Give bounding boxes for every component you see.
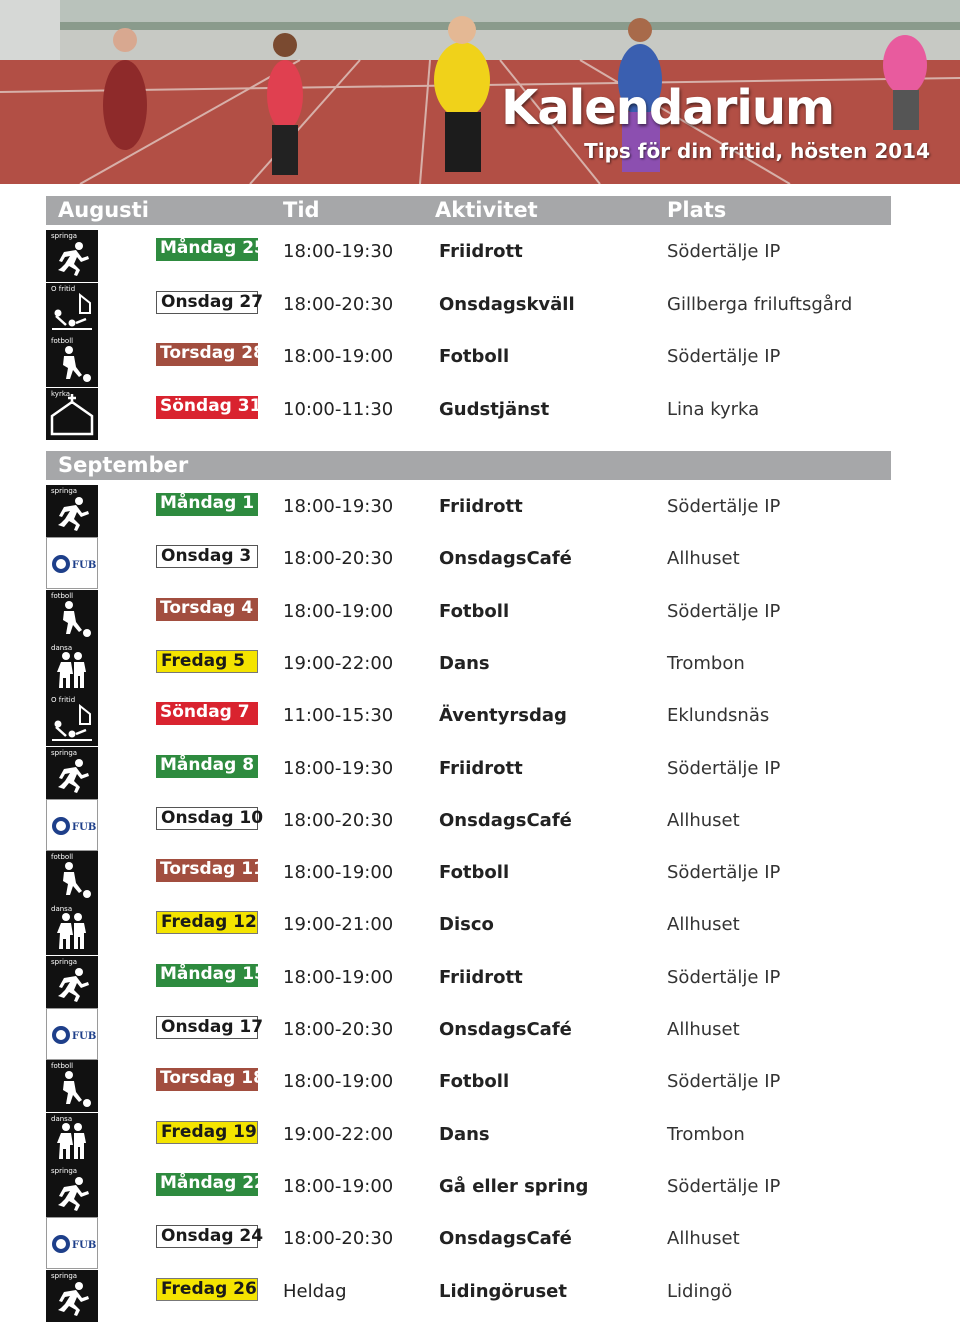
event-place: Lina kyrka: [667, 398, 760, 420]
day-badge: Fredag 5: [156, 650, 258, 673]
running-icon: [46, 1270, 98, 1322]
dance-icon: [46, 1113, 98, 1165]
event-activity: Fotboll: [439, 600, 510, 622]
event-place: Gillberga friluftsgård: [667, 293, 853, 315]
fub-logo-icon: [46, 537, 98, 589]
table-row: [0, 1008, 960, 1060]
event-time: 18:00-19:00: [283, 600, 394, 622]
icon-label: springa: [51, 1271, 78, 1280]
event-activity: Gå eller spring: [439, 1175, 589, 1197]
table-row: [0, 799, 960, 851]
table-row: [0, 1217, 960, 1269]
table-row: [0, 485, 960, 537]
event-place: Allhuset: [667, 548, 740, 570]
month-heading-september: September: [58, 453, 189, 477]
svg-text:FUB: FUB: [72, 560, 97, 572]
event-time: 18:00-19:30: [283, 241, 394, 262]
outdoor-icon: [46, 283, 98, 335]
dance-icon: [46, 642, 98, 694]
event-activity: Äventyrsdag: [439, 705, 567, 727]
table-row: [0, 851, 960, 903]
table-row: [0, 283, 960, 335]
fub-logo-icon: [46, 1217, 98, 1269]
day-badge: Fredag 26: [156, 1278, 258, 1301]
icon-label: fotboll: [51, 337, 74, 345]
event-activity: Friidrott: [439, 966, 523, 988]
day-badge: Måndag 8: [156, 755, 258, 778]
event-place: Södertälje IP: [667, 757, 781, 779]
fub-logo-icon: [46, 799, 98, 851]
football-icon: [46, 335, 98, 387]
icon-label: fotboll: [51, 591, 74, 600]
event-time: 18:00-19:00: [283, 862, 394, 884]
event-place: Södertälje IP: [667, 1175, 781, 1197]
event-time: 18:00-19:30: [283, 757, 394, 779]
day-badge: Måndag 1: [156, 493, 258, 516]
table-row: [0, 903, 960, 955]
icon-label: springa: [51, 1166, 78, 1175]
event-activity: OnsdagsCafé: [439, 1228, 572, 1250]
event-place: Södertälje IP: [667, 966, 781, 988]
event-activity: Gudstjänst: [439, 398, 550, 420]
icon-label: springa: [51, 232, 78, 240]
page-title: Kalendarium: [501, 80, 834, 136]
event-activity: Onsdagskväll: [439, 293, 575, 315]
icon-label: dansa: [51, 1114, 73, 1123]
event-activity: Friidrott: [439, 496, 523, 517]
day-badge: Måndag 25: [156, 238, 258, 261]
icon-label: kyrka: [51, 389, 71, 398]
running-icon: [46, 956, 98, 1008]
football-icon: [46, 1060, 98, 1112]
event-time: 19:00-22:00: [283, 652, 394, 674]
event-time: 19:00-21:00: [283, 914, 394, 936]
table-row: [0, 1113, 960, 1165]
event-time: 18:00-20:30: [283, 1228, 394, 1250]
table-header-september: [46, 451, 891, 480]
table-row: [0, 1270, 960, 1322]
day-badge: Onsdag 3: [156, 545, 258, 568]
event-time: 19:00-22:00: [283, 1123, 394, 1145]
event-activity: Friidrott: [439, 241, 523, 262]
event-place: Allhuset: [667, 809, 740, 831]
day-badge: Onsdag 27: [156, 291, 258, 314]
running-icon: [46, 230, 98, 282]
event-time: 18:00-20:30: [283, 293, 394, 315]
church-icon: [46, 388, 98, 440]
table-row: [0, 537, 960, 589]
table-row: [0, 1060, 960, 1112]
table-row: [0, 747, 960, 799]
event-place: Allhuset: [667, 1228, 740, 1250]
event-place: Allhuset: [667, 1019, 740, 1040]
event-place: Södertälje IP: [667, 241, 781, 262]
event-time: 18:00-19:00: [283, 346, 394, 367]
month-heading-august: Augusti: [58, 198, 149, 222]
event-activity: Dans: [439, 652, 490, 674]
event-activity: Disco: [439, 914, 494, 936]
svg-text:FUB: FUB: [72, 1240, 97, 1252]
page-subtitle: Tips för din fritid, hösten 2014: [584, 139, 930, 163]
fub-logo-icon: [46, 1008, 98, 1060]
header-banner: [0, 0, 960, 184]
table-row: [0, 694, 960, 746]
event-time: 18:00-20:30: [283, 548, 394, 570]
day-badge: Fredag 12: [156, 911, 258, 934]
day-badge: Måndag 22: [156, 1173, 258, 1196]
day-badge: Torsdag 28: [156, 343, 258, 366]
table-row: [0, 956, 960, 1008]
day-badge: Söndag 7: [156, 702, 258, 725]
running-icon: [46, 1165, 98, 1217]
event-place: Södertälje IP: [667, 862, 781, 884]
running-icon: [46, 485, 98, 537]
day-badge: Torsdag 11: [156, 859, 258, 882]
icon-label: springa: [51, 748, 78, 757]
running-icon: [46, 747, 98, 799]
football-icon: [46, 590, 98, 642]
event-activity: OnsdagsCafé: [439, 809, 572, 831]
event-place: Trombon: [667, 1123, 745, 1145]
event-activity: Fotboll: [439, 1071, 510, 1093]
event-place: Eklundsnäs: [667, 705, 770, 727]
day-badge: Onsdag 24: [156, 1225, 258, 1248]
icon-label: springa: [51, 487, 78, 495]
svg-text:FUB: FUB: [72, 821, 97, 833]
icon-label: O fritid: [51, 696, 76, 705]
table-row: [0, 230, 960, 282]
svg-text:FUB: FUB: [72, 1031, 97, 1042]
icon-label: springa: [51, 957, 78, 966]
table-row: [0, 642, 960, 694]
event-time: 18:00-20:30: [283, 809, 394, 831]
event-activity: Fotboll: [439, 346, 510, 367]
icon-label: fotboll: [51, 853, 74, 862]
day-badge: Måndag 15: [156, 964, 258, 987]
day-badge: Fredag 19: [156, 1121, 258, 1144]
day-badge: Söndag 31: [156, 396, 258, 419]
icon-label: O fritid: [51, 284, 76, 293]
event-place: Södertälje IP: [667, 496, 781, 517]
table-row: [0, 388, 960, 440]
event-time: 10:00-11:30: [283, 398, 394, 420]
table-header-august: [46, 196, 891, 225]
column-header-activity: Aktivitet: [435, 198, 538, 222]
table-row: [0, 335, 960, 387]
icon-label: dansa: [51, 643, 73, 652]
column-header-time: Tid: [283, 198, 320, 222]
event-time: Heldag: [283, 1280, 347, 1302]
day-badge: Onsdag 17: [156, 1016, 258, 1039]
event-time: 18:00-19:00: [283, 1071, 394, 1093]
table-row: [0, 1165, 960, 1217]
dance-icon: [46, 903, 98, 955]
event-place: Trombon: [667, 652, 745, 674]
day-badge: Torsdag 4: [156, 598, 258, 621]
event-place: Södertälje IP: [667, 600, 781, 622]
icon-label: fotboll: [51, 1062, 74, 1071]
day-badge: Onsdag 10: [156, 807, 258, 830]
event-place: Södertälje IP: [667, 346, 781, 367]
event-time: 18:00-20:30: [283, 1019, 394, 1040]
event-place: Södertälje IP: [667, 1071, 781, 1093]
event-place: Lidingö: [667, 1280, 733, 1302]
event-time: 18:00-19:00: [283, 1175, 394, 1197]
event-activity: OnsdagsCafé: [439, 548, 572, 570]
outdoor-icon: [46, 694, 98, 746]
event-activity: Friidrott: [439, 757, 523, 779]
event-time: 11:00-15:30: [283, 705, 394, 727]
icon-label: dansa: [51, 905, 73, 914]
event-activity: Fotboll: [439, 862, 510, 884]
event-activity: Lidingöruset: [439, 1280, 567, 1302]
column-header-place: Plats: [667, 198, 727, 222]
day-badge: Torsdag 18: [156, 1068, 258, 1091]
event-activity: Dans: [439, 1123, 490, 1145]
table-row: [0, 590, 960, 642]
event-time: 18:00-19:30: [283, 496, 394, 517]
event-place: Allhuset: [667, 914, 740, 936]
football-icon: [46, 851, 98, 903]
event-activity: OnsdagsCafé: [439, 1019, 572, 1040]
event-time: 18:00-19:00: [283, 966, 394, 988]
